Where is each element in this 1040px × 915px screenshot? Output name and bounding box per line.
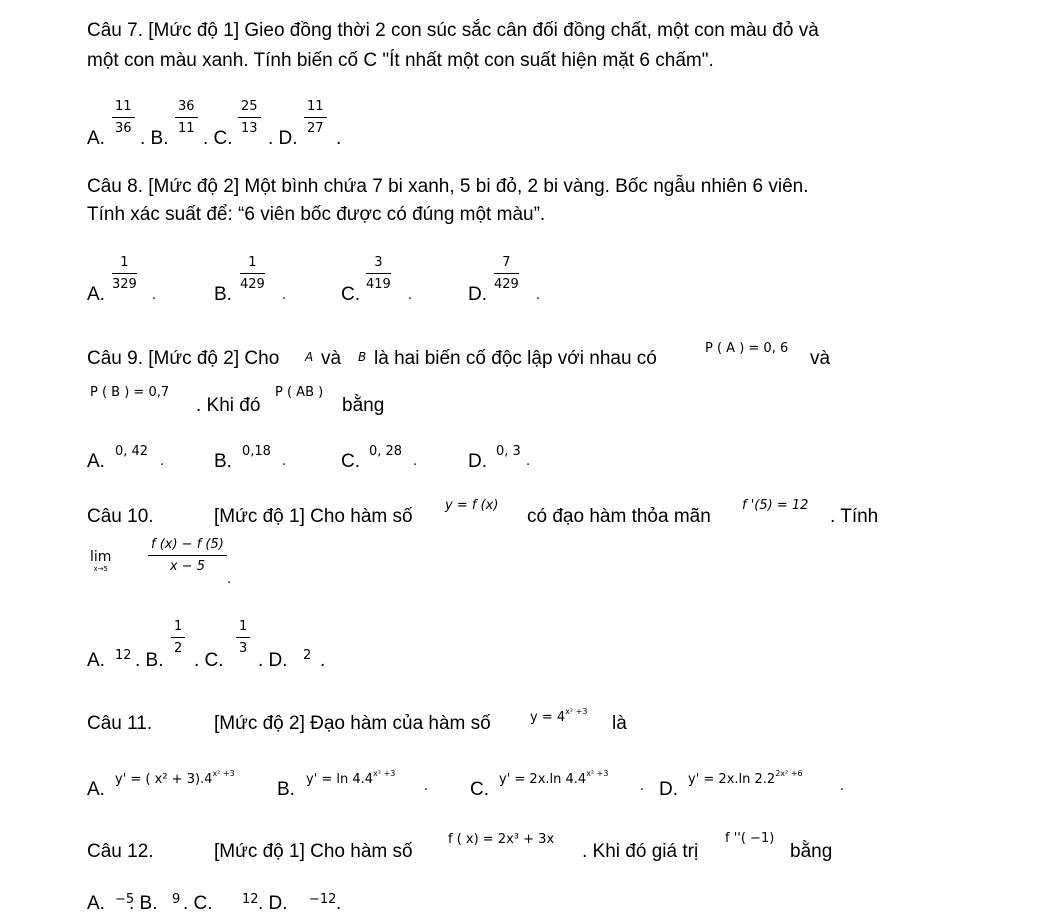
q10-d-label: . D. bbox=[258, 650, 288, 671]
q8-line2: Tính xác suất để: “6 viên bốc được có đúng một màu”. bbox=[87, 204, 546, 225]
q8-line1: Câu 8. [Mức độ 2] Một bình chứa 7 bi xanh, 5 bi đỏ, 2 bi vàng. Bốc ngẫu nhiên 6 viên. bbox=[87, 176, 809, 197]
q7-c-fraction: 25 13 bbox=[238, 99, 261, 137]
q12-end: . bbox=[336, 893, 342, 914]
q10-d-value: 2 bbox=[303, 648, 312, 663]
q11-b-dot: . bbox=[424, 779, 429, 794]
q9-text-2: và bbox=[321, 348, 342, 369]
q11-text-1: [Mức độ 2] Đạo hàm của hàm số bbox=[214, 713, 491, 734]
q10-derivative: f '(5) = 12 bbox=[742, 498, 809, 513]
q8-a-fraction: 1 329 bbox=[112, 255, 137, 292]
q12-second-derivative: f ''( −1) bbox=[725, 831, 775, 846]
q9-c-dot: . bbox=[413, 454, 418, 469]
q10-a-value: 12 bbox=[115, 648, 132, 663]
q8-b-label: B. bbox=[214, 284, 232, 305]
q12-a-label: A. bbox=[87, 893, 105, 914]
q10-b-fraction: 1 2 bbox=[171, 619, 185, 657]
q9-pa: P ( A ) = 0, 6 bbox=[705, 341, 789, 356]
q8-c-fraction: 3 419 bbox=[366, 255, 391, 292]
q11-b-expression: $y' = \ln 4.4^{x^2 +3}$ bbox=[306, 769, 396, 787]
q11-c-label: C. bbox=[470, 779, 489, 800]
q11-function: $y = 4^{x^2 +3}$ bbox=[530, 707, 588, 725]
q9-text-3: là hai biến cố độc lập với nhau có bbox=[374, 348, 657, 369]
q12-b-label: . B. bbox=[129, 893, 158, 914]
q9-text-4: và bbox=[810, 348, 831, 369]
q9-d-dot: . bbox=[526, 454, 531, 469]
q10-text-1: [Mức độ 1] Cho hàm số bbox=[214, 506, 413, 527]
q11-c-dot: . bbox=[640, 779, 645, 794]
q7-d-label: . D. bbox=[268, 128, 298, 149]
q10-text-2: có đạo hàm thỏa mãn bbox=[527, 506, 711, 527]
q10-a-label: A. bbox=[87, 650, 105, 671]
q9-b-value: 0,18 bbox=[242, 444, 271, 459]
q10-limit-fraction: f (x) − f (5) x − 5 bbox=[148, 537, 227, 575]
q12-c-value: 12 bbox=[242, 892, 259, 907]
q12-text-1: [Mức độ 1] Cho hàm số bbox=[214, 841, 413, 862]
q8-a-label: A. bbox=[87, 284, 105, 305]
q9-a-label: A. bbox=[87, 451, 105, 472]
q10-limit: lim x→5 bbox=[90, 549, 112, 573]
q8-d-fraction: 7 429 bbox=[494, 255, 519, 292]
q7-line2: một con màu xanh. Tính biến cố C "Ít nhất một con suất hiện mặt 6 chấm". bbox=[87, 50, 714, 71]
q8-b-dot: . bbox=[282, 288, 287, 303]
q9-b-label: B. bbox=[214, 451, 232, 472]
q9-text-5: . Khi đó bbox=[196, 395, 261, 416]
q9-b-dot: . bbox=[282, 454, 287, 469]
q7-a-label: A. bbox=[87, 128, 105, 149]
q9-a-dot: . bbox=[160, 454, 165, 469]
q11-d-dot: . bbox=[840, 779, 845, 794]
q8-c-dot: . bbox=[408, 288, 413, 303]
q9-text-1: Câu 9. [Mức độ 2] Cho bbox=[87, 348, 280, 369]
q12-function: f ( x) = 2x³ + 3x bbox=[448, 832, 555, 847]
q8-d-label: D. bbox=[468, 284, 487, 305]
q11-b-label: B. bbox=[277, 779, 295, 800]
q8-b-fraction: 1 429 bbox=[240, 255, 265, 292]
q9-var-b: B bbox=[358, 350, 367, 364]
q11-a-expression: y' = ( $x^2 + 3).4^{x^2 +3}$ bbox=[115, 769, 235, 787]
q7-line1: Câu 7. [Mức độ 1] Gieo đồng thời 2 con súc sắc cân đối đồng chất, một con màu đỏ và bbox=[87, 20, 819, 41]
q9-var-a: A bbox=[305, 350, 314, 364]
q10-dot: . bbox=[227, 572, 232, 587]
q12-a-value: −5 bbox=[115, 892, 135, 907]
q11-label: Câu 11. bbox=[87, 713, 153, 734]
q7-c-label: . C. bbox=[203, 128, 233, 149]
q11-d-label: D. bbox=[659, 779, 678, 800]
q10-c-label: . C. bbox=[194, 650, 224, 671]
q11-text-2: là bbox=[612, 713, 627, 734]
q8-c-label: C. bbox=[341, 284, 360, 305]
q10-c-fraction: 1 3 bbox=[236, 619, 250, 657]
q12-b-value: 9 bbox=[172, 892, 181, 907]
q9-c-value: 0, 28 bbox=[369, 444, 403, 459]
q8-a-dot: . bbox=[152, 288, 157, 303]
q9-d-label: D. bbox=[468, 451, 487, 472]
q10-b-label: . B. bbox=[135, 650, 164, 671]
q9-pab: P ( AB ) bbox=[275, 385, 324, 400]
q10-function: y = f (x) bbox=[445, 498, 499, 513]
q7-end: . bbox=[336, 128, 342, 149]
q10-text-3: . Tính bbox=[830, 506, 879, 527]
q12-c-label: . C. bbox=[183, 893, 213, 914]
q12-label: Câu 12. bbox=[87, 841, 154, 862]
q10-label: Câu 10. bbox=[87, 506, 154, 527]
q7-b-label: . B. bbox=[140, 128, 169, 149]
q9-pb: P ( B ) = 0,7 bbox=[90, 385, 170, 400]
q12-text-2: . Khi đó giá trị bbox=[582, 841, 699, 862]
q7-a-fraction: 11 36 bbox=[112, 99, 135, 137]
q9-c-label: C. bbox=[341, 451, 360, 472]
q8-d-dot: . bbox=[536, 288, 541, 303]
q11-c-expression: y' = 2x.ln $4.4^{x^2 +3}$ bbox=[499, 769, 609, 787]
q12-text-3: bằng bbox=[790, 841, 833, 862]
q10-end: . bbox=[320, 650, 326, 671]
q12-d-value: −12 bbox=[309, 892, 337, 907]
q11-d-expression: y' = 2x.ln $2.2^{2x^2 +6}$ bbox=[688, 769, 803, 787]
q9-a-value: 0, 42 bbox=[115, 444, 149, 459]
q7-b-fraction: 36 11 bbox=[175, 99, 198, 137]
q11-a-label: A. bbox=[87, 779, 105, 800]
q12-d-label: . D. bbox=[258, 893, 288, 914]
q9-d-value: 0, 3 bbox=[496, 444, 521, 459]
q9-text-6: bằng bbox=[342, 395, 385, 416]
q7-d-fraction: 11 27 bbox=[304, 99, 327, 137]
